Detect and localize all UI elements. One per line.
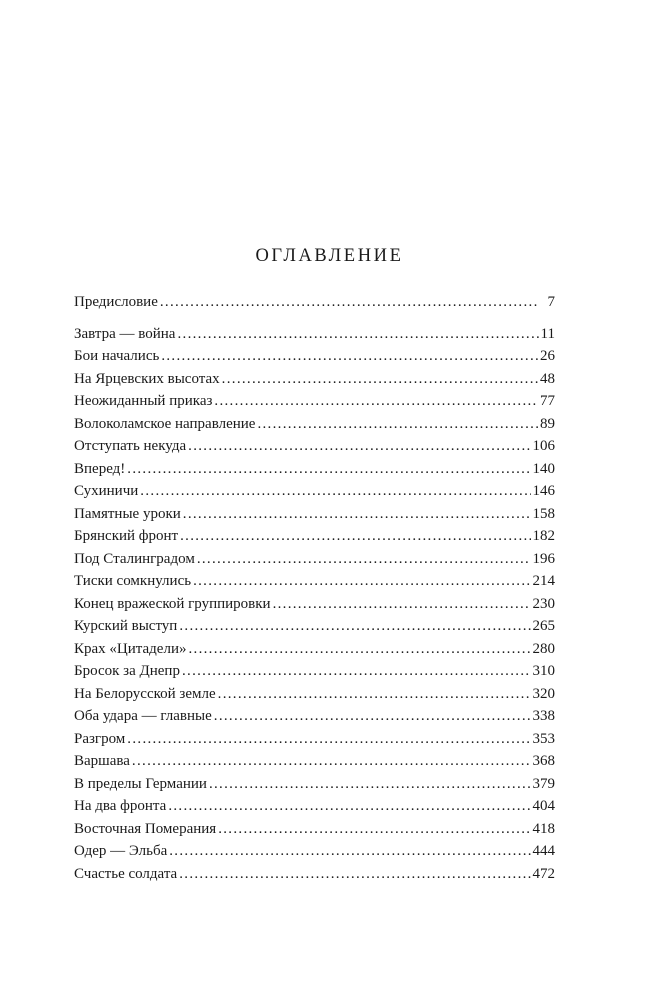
toc-entry-label: Крах «Цитадели» — [74, 640, 187, 657]
toc-entry-label: Счастье солдата — [74, 865, 178, 882]
toc-dot-leader — [140, 480, 530, 503]
toc-entry-label: Сухиничи — [74, 483, 139, 499]
toc-entry-label: Волоколамское направление — [74, 415, 256, 432]
toc-page-number: 418 — [532, 820, 555, 837]
toc-page-number: 265 — [532, 618, 555, 634]
toc-dot-leader — [257, 413, 538, 436]
toc-page-number: 158 — [532, 505, 555, 522]
toc-entry — [74, 863, 555, 886]
toc-entry-label: Памятные уроки — [74, 505, 181, 522]
toc-entry-label: Брянский фронт — [74, 528, 179, 544]
toc-page-number: 89 — [540, 415, 555, 432]
toc-entry — [74, 503, 555, 526]
toc-entry — [74, 795, 555, 818]
toc-page-number: 26 — [540, 348, 555, 364]
toc-entry — [74, 548, 555, 571]
toc-dot-leader — [214, 705, 531, 728]
toc-page-number: 472 — [532, 865, 555, 882]
toc-dot-leader — [127, 458, 530, 481]
toc-page-number: 77 — [540, 393, 555, 409]
toc-entry — [74, 413, 555, 436]
toc-page-number: 280 — [532, 640, 555, 657]
toc-entry — [74, 660, 555, 683]
toc-entry — [74, 345, 555, 368]
toc-entry — [74, 458, 555, 481]
toc-page-number: 230 — [532, 595, 555, 612]
toc-entry-label: Курский выступ — [74, 618, 178, 634]
toc-entry — [74, 818, 555, 841]
toc-entry-label: Предисловие — [74, 294, 158, 310]
toc-page-number: 338 — [532, 708, 555, 724]
toc-dot-leader — [188, 435, 530, 458]
toc-entry — [74, 840, 555, 863]
toc-entry-label: Завтра — война — [74, 325, 176, 342]
toc-entry — [74, 390, 555, 413]
toc-dot-leader — [182, 660, 531, 683]
toc-dot-leader — [188, 638, 530, 661]
toc-entry — [74, 750, 555, 773]
toc-entry-label: Отступать некуда — [74, 438, 187, 454]
toc-entry-label: Одер — Эльба — [74, 843, 168, 859]
toc-dot-leader — [222, 368, 538, 391]
toc-entry-label: В пределы Германии — [74, 775, 207, 792]
toc-page-number: 353 — [532, 730, 555, 747]
toc-entry-label: Варшава — [74, 753, 130, 769]
toc-entry-label: Конец вражеской группировки — [74, 595, 271, 612]
toc-entry-label: Оба удара — главные — [74, 708, 212, 724]
toc-entry — [74, 615, 555, 638]
toc-entry-label: Неожиданный приказ — [74, 393, 213, 409]
toc-entry-label: Тиски сомкнулись — [74, 573, 192, 589]
toc-dot-leader — [169, 840, 530, 863]
toc-entry — [74, 525, 555, 548]
toc-entry-label: На два фронта — [74, 798, 167, 814]
toc-page-number: 379 — [532, 775, 555, 792]
toc-page-number: 7 — [547, 294, 555, 310]
toc-entry — [74, 368, 555, 391]
toc-entry-label: Восточная Померания — [74, 820, 217, 837]
toc-page-number: 106 — [532, 438, 555, 454]
toc-dot-leader — [168, 795, 530, 818]
toc-page-number: 140 — [532, 460, 555, 477]
toc-dot-leader — [177, 323, 538, 346]
toc-page-number: 368 — [532, 753, 555, 769]
toc-entry — [74, 480, 555, 503]
toc-entry — [74, 683, 555, 706]
toc-dot-leader — [160, 291, 539, 314]
toc-dot-leader — [161, 345, 538, 368]
toc-dot-leader — [179, 863, 530, 886]
page-title: ОГЛАВЛЕНИЕ — [255, 246, 404, 266]
toc-entry — [74, 435, 555, 458]
toc-dot-leader — [127, 728, 530, 751]
toc-dot-leader — [218, 818, 530, 841]
toc-page-number: 310 — [532, 663, 555, 679]
toc-entry — [74, 728, 555, 751]
toc-dot-leader — [214, 390, 538, 413]
table-of-contents — [74, 291, 555, 885]
toc-entry — [74, 705, 555, 728]
toc-dot-leader — [218, 683, 531, 706]
toc-dot-leader — [273, 593, 531, 616]
toc-dot-leader — [197, 548, 531, 571]
toc-dot-leader — [132, 750, 531, 773]
toc-entry — [74, 291, 555, 314]
toc-entry — [74, 570, 555, 593]
toc-entry-label: Бои начались — [74, 348, 160, 364]
toc-dot-leader — [179, 615, 530, 638]
toc-dot-leader — [180, 525, 530, 548]
toc-entry-label: Разгром — [74, 730, 126, 747]
toc-dot-leader — [193, 570, 530, 593]
toc-page-number: 182 — [532, 528, 555, 544]
toc-entry-label: На Ярцевских высотах — [74, 370, 220, 387]
toc-page-number: 444 — [532, 843, 555, 859]
toc-page-number: 320 — [532, 685, 555, 702]
toc-dot-leader — [209, 773, 531, 796]
toc-entry — [74, 638, 555, 661]
toc-page-number: 11 — [540, 325, 555, 342]
toc-entry — [74, 773, 555, 796]
toc-page-number: 146 — [532, 483, 555, 499]
toc-entry-label: Вперед! — [74, 460, 126, 477]
toc-page-number: 48 — [540, 370, 555, 387]
toc-entry — [74, 593, 555, 616]
toc-page-number: 214 — [532, 573, 555, 589]
toc-entry-label: Под Сталинградом — [74, 550, 195, 567]
toc-dot-leader — [183, 503, 531, 526]
toc-page-number: 196 — [532, 550, 555, 567]
toc-entry — [74, 323, 555, 346]
toc-entry-label: Бросок за Днепр — [74, 663, 180, 679]
toc-page-number: 404 — [532, 798, 555, 814]
toc-entry-label: На Белорусской земле — [74, 685, 216, 702]
